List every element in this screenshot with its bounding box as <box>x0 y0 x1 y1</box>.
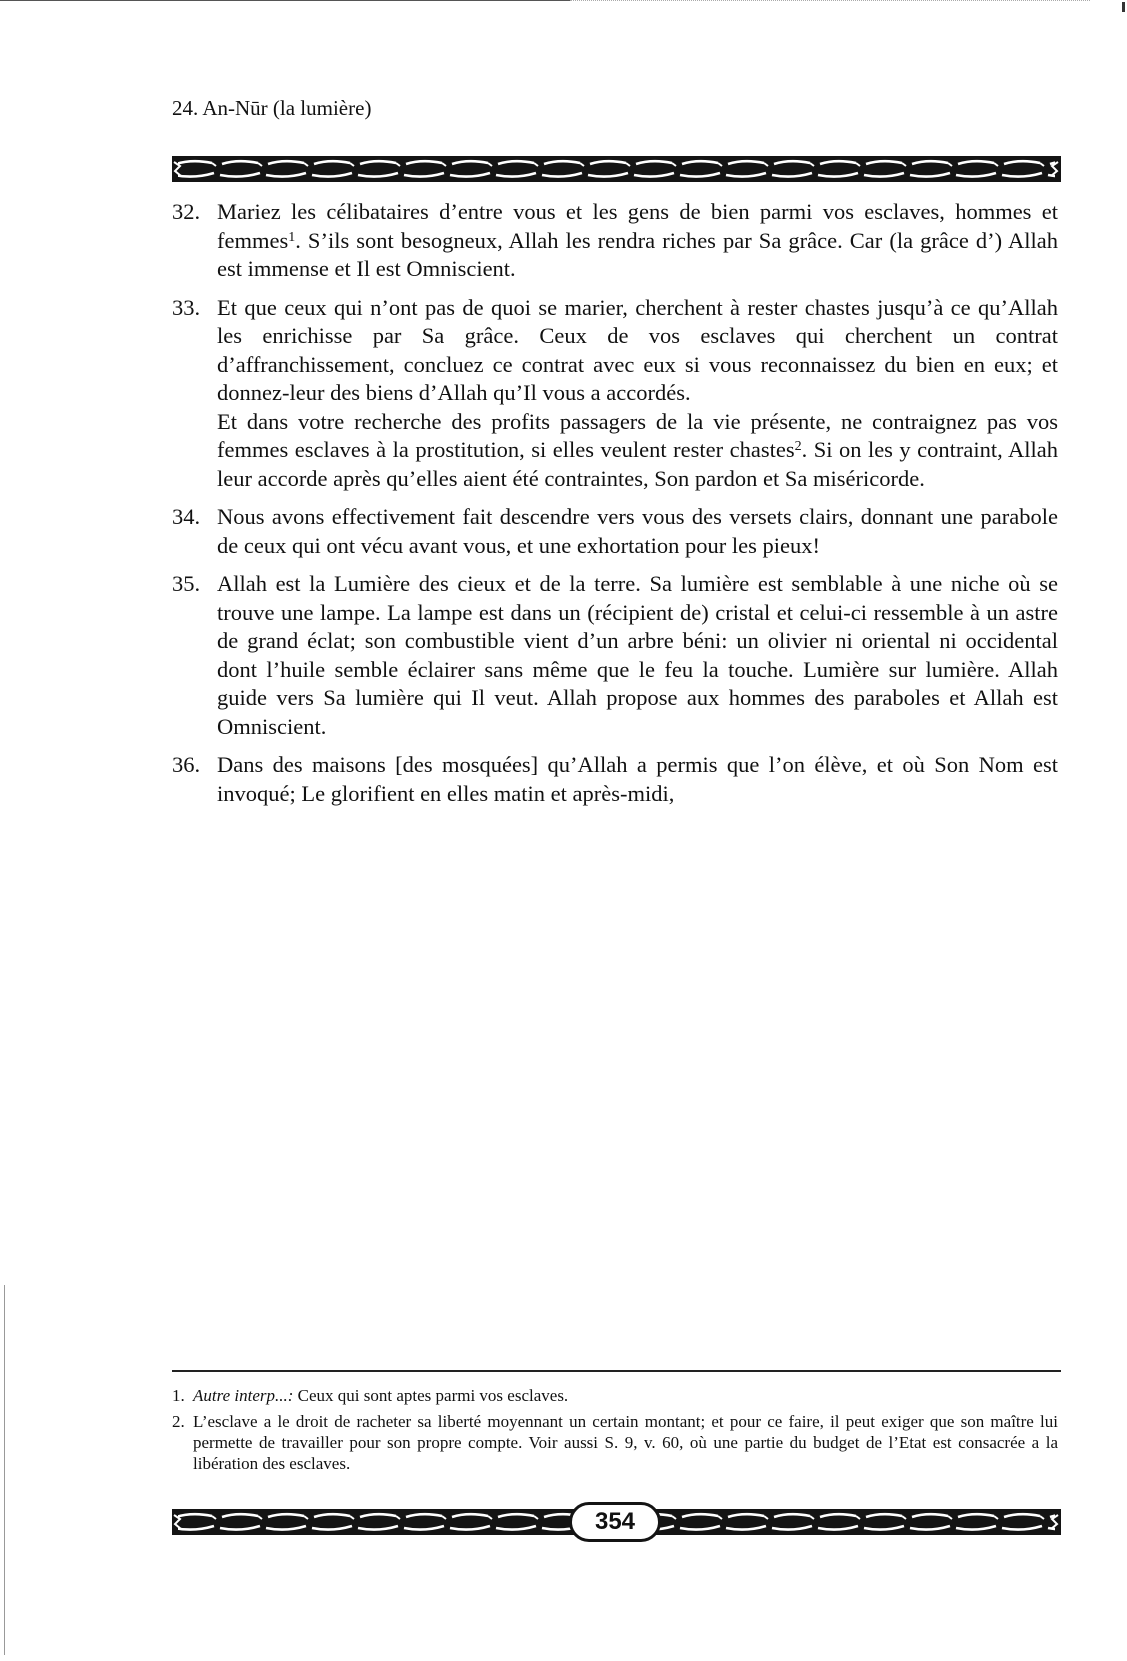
footnote-reference: 2 <box>794 439 802 454</box>
verse-number: 33. <box>172 294 201 320</box>
verse-33 <box>172 294 1058 494</box>
verse-text: Allah est la Lumière des cieux et de la terre. Sa lumière est semblable à une niche où se trouve une lampe. La lampe est dans un (récipient de) cristal et celui-ci ressemble à un astre de grand éclat; son combustible vient d’un arbre béni: un olivier ni oriental ni occidental dont l’huile semble éclairer sans même que le feu la touche. Lumière sur lumière. Allah guide vers Sa lumière qui Il veut. Allah propose aux hommes des paraboles et Allah est Omniscient. <box>217 571 1058 739</box>
footnote-number: 1. <box>172 1386 185 1405</box>
verse-number: 36. <box>172 752 201 777</box>
verse-number: 35. <box>172 571 201 596</box>
footnote-divider <box>172 1370 1061 1372</box>
ornamental-band-top <box>172 156 1061 182</box>
top-edge-rule <box>0 0 570 1</box>
verse-text-part: . S’ils sont besogneux, Allah les rendra riches par Sa grâce. Car (la grâce d’) Allah est immense et Il est Omniscient. <box>217 227 1058 281</box>
verse-list <box>172 198 1058 818</box>
footnote-text: Ceux qui sont aptes parmi vos esclaves. <box>293 1386 569 1405</box>
footnote-italic: Autre interp...: <box>193 1386 294 1405</box>
verse-32 <box>172 198 1058 284</box>
verse-number: 34. <box>172 504 201 529</box>
verse-text-continuation <box>217 408 1058 494</box>
footnotes <box>172 1385 1058 1479</box>
verse-text: Nous avons effectivement fait descendre vers vous des versets clairs, donnant une parabole de ceux qui ont vécu avant vous, et une exhortation pour les pieux! <box>217 504 1058 558</box>
footnote-content <box>187 1386 568 1405</box>
verse-text <box>217 294 1058 408</box>
footnote-text: L’esclave a le droit de racheter sa liberté moyennant un certain montant; et pour ce faire, il peut exiger que son maître lui permette de travailler pour son propre compte. Voir aussi S. 9, v. 60, où une partie du budget de l’Etat est consacrée a la libération des esclaves. <box>193 1412 1058 1473</box>
footnote-1 <box>172 1385 1058 1406</box>
footnote-2 <box>172 1411 1058 1474</box>
verse-text <box>217 198 1058 284</box>
verse-text-part: Et que ceux qui n’ont pas de quoi se marier, cherchent à rester chastes jusqu’à ce qu’Allah les enrichisse par Sa grâce. Ceux de vos esclaves qui cherchent un contrat d’affranchissement, concluez ce contrat avec eux si vous reconnaissez du bien en eux; et donnez-leur des biens d’Allah qu’Il vous a accordés. <box>217 294 1058 405</box>
verse-text-part: Et dans votre recherche des profits passagers de la vie présente, ne contraignez pas vos femmes esclaves à la prostitution, si elles veulent rester chastes <box>217 408 1058 462</box>
verse-text: Dans des maisons [des mosquées] qu’Allah a permis que l’on élève, et où Son Nom est invoqué; Le glorifient en elles matin et après-midi, <box>217 752 1058 806</box>
verse-number: 32. <box>172 199 201 224</box>
verse-35 <box>172 570 1058 741</box>
verse-34 <box>172 503 1058 560</box>
scan-edge-line <box>4 1285 5 1655</box>
page-number: 354 <box>569 1502 661 1542</box>
verse-text-part: Mariez les célibataires d’entre vous et les gens de bien parmi vos esclaves, hommes et femmes <box>217 199 1058 253</box>
verse-36 <box>172 751 1058 808</box>
footnote-reference: 1 <box>288 229 296 245</box>
footnote-number: 2. <box>172 1412 185 1431</box>
top-edge-dotted-rule <box>570 0 1090 1</box>
verse-text-part: . Si on les y contraint, Allah leur accorde après qu’elles aient été contraintes, Son pardon et Sa miséricorde. <box>217 437 1058 491</box>
corner-mark <box>1122 2 1125 12</box>
running-head: 24. An-Nūr (la lumière) <box>172 96 372 120</box>
chain-ornament-icon <box>172 156 1061 182</box>
